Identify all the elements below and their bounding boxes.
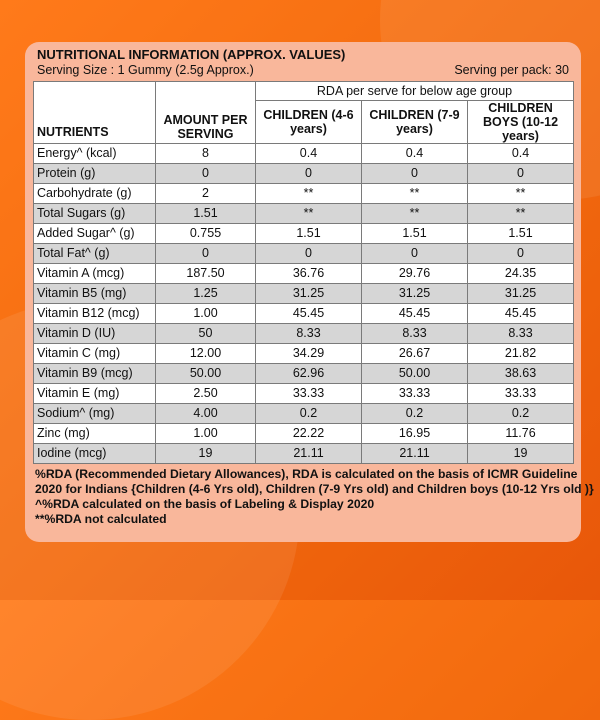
nutrient-value: 31.25 [362,284,468,304]
nutrient-value: 8.33 [468,324,574,344]
serving-per-pack: Serving per pack: 30 [454,63,569,77]
nutrient-value: 8.33 [362,324,468,344]
nutrient-value: 0 [156,244,256,264]
nutrient-value: 1.00 [156,424,256,444]
nutrient-value: 1.00 [156,304,256,324]
nutrient-value: 0 [256,244,362,264]
nutrient-name: Vitamin A (mcg) [34,264,156,284]
table-row [34,424,574,444]
nutrient-value: 4.00 [156,404,256,424]
footnote-icmr: 2020 for Indians {Children (4-6 Yrs old), Children (7-9 Yrs old) and Children boys (10-12 Yrs old )} [35,482,594,496]
table-row [34,344,574,364]
nutrient-name: Vitamin B5 (mg) [34,284,156,304]
nutrient-value: 33.33 [468,384,574,404]
footnote-labeling: ^%RDA calculated on the basis of Labeling & Display 2020 [35,497,375,511]
nutrient-value: 19 [468,444,574,464]
nutrient-value: 1.51 [468,224,574,244]
nutrient-name: Total Sugars (g) [34,204,156,224]
nutrient-value: 8 [156,144,256,164]
nutrient-name: Added Sugar^ (g) [34,224,156,244]
nutrient-value: ** [468,204,574,224]
nutrient-value: 16.95 [362,424,468,444]
header-nutrients: NUTRIENTS [34,82,156,144]
nutrient-value: 0.2 [256,404,362,424]
nutrition-card [25,42,594,542]
nutrient-value: 0 [362,244,468,264]
nutrient-value: 50.00 [156,364,256,384]
nutrient-value: ** [256,204,362,224]
nutrient-name: Vitamin B9 (mcg) [34,364,156,384]
table-row [34,384,574,404]
nutrient-value: 0 [468,164,574,184]
nutrient-value: 33.33 [362,384,468,404]
table-row [34,404,574,424]
nutrient-value: 22.22 [256,424,362,444]
nutrient-value: 2 [156,184,256,204]
serving-size: Serving Size : 1 Gummy (2.5g Approx.) [37,63,254,77]
footnotes [35,467,594,527]
nutrition-table [33,81,574,464]
table-row [34,264,574,284]
nutrient-name: Vitamin B12 (mcg) [34,304,156,324]
nutrition-title: NUTRITIONAL INFORMATION (APPROX. VALUES) [37,47,346,62]
table-row [34,304,574,324]
nutrient-value: 50 [156,324,256,344]
nutrient-value: 0 [468,244,574,264]
header-amount-per-serving: AMOUNT PER SERVING [156,82,256,144]
table-row [34,244,574,264]
table-row [34,144,574,164]
nutrient-value: 33.33 [256,384,362,404]
nutrient-value: 29.76 [362,264,468,284]
nutrient-value: 12.00 [156,344,256,364]
nutrient-value: 0.2 [468,404,574,424]
nutrient-value: 21.82 [468,344,574,364]
nutrient-value: 21.11 [362,444,468,464]
nutrient-value: 45.45 [468,304,574,324]
nutrient-name: Energy^ (kcal) [34,144,156,164]
nutrient-value: ** [256,184,362,204]
nutrient-value: 0 [156,164,256,184]
nutrient-name: Vitamin E (mg) [34,384,156,404]
nutrient-value: 1.51 [156,204,256,224]
nutrient-value: 62.96 [256,364,362,384]
footnote-not-calculated: **%RDA not calculated [35,512,167,526]
nutrient-value: 31.25 [468,284,574,304]
nutrient-value: 11.76 [468,424,574,444]
footnote-rda: %RDA (Recommended Dietary Allowances), RDA is calculated on the basis of ICMR Guideline [35,467,578,481]
table-row [34,444,574,464]
nutrient-value: 0 [256,164,362,184]
nutrient-value: 45.45 [256,304,362,324]
nutrient-value: 21.11 [256,444,362,464]
nutrient-value: 0.2 [362,404,468,424]
nutrient-value: 38.63 [468,364,574,384]
header-children-7-9: CHILDREN (7-9 years) [362,101,468,144]
nutrient-value: 0.755 [156,224,256,244]
nutrient-value: 1.51 [256,224,362,244]
nutrient-value: 1.25 [156,284,256,304]
table-row [34,284,574,304]
header-children-4-6: CHILDREN (4-6 years) [256,101,362,144]
nutrient-name: Carbohydrate (g) [34,184,156,204]
table-row [34,204,574,224]
table-row [34,324,574,344]
nutrient-value: 0.4 [256,144,362,164]
nutrient-value: 34.29 [256,344,362,364]
table-row [34,364,574,384]
nutrient-value: 0.4 [362,144,468,164]
nutrient-value: 24.35 [468,264,574,284]
table-row [34,224,574,244]
serving-info [37,63,569,78]
nutrient-value: 45.45 [362,304,468,324]
header-children-boys-10-12: CHILDREN BOYS (10-12 years) [468,101,574,144]
nutrient-value: ** [362,184,468,204]
nutrient-value: ** [362,204,468,224]
nutrient-value: 187.50 [156,264,256,284]
nutrient-value: 50.00 [362,364,468,384]
table-row [34,164,574,184]
table-row [34,184,574,204]
nutrient-value: 26.67 [362,344,468,364]
nutrient-name: Total Fat^ (g) [34,244,156,264]
nutrient-name: Sodium^ (mg) [34,404,156,424]
nutrient-name: Zinc (mg) [34,424,156,444]
nutrient-name: Vitamin C (mg) [34,344,156,364]
nutrient-name: Vitamin D (IU) [34,324,156,344]
nutrient-value: 8.33 [256,324,362,344]
nutrient-name: Iodine (mcg) [34,444,156,464]
nutrient-value: 0.4 [468,144,574,164]
nutrient-value: 2.50 [156,384,256,404]
nutrient-value: 36.76 [256,264,362,284]
nutrient-value: ** [468,184,574,204]
nutrient-value: 19 [156,444,256,464]
nutrient-value: 31.25 [256,284,362,304]
nutrient-value: 1.51 [362,224,468,244]
nutrient-name: Protein (g) [34,164,156,184]
nutrition-table-body [34,144,574,464]
nutrient-value: 0 [362,164,468,184]
header-rda-group: RDA per serve for below age group [256,82,574,101]
